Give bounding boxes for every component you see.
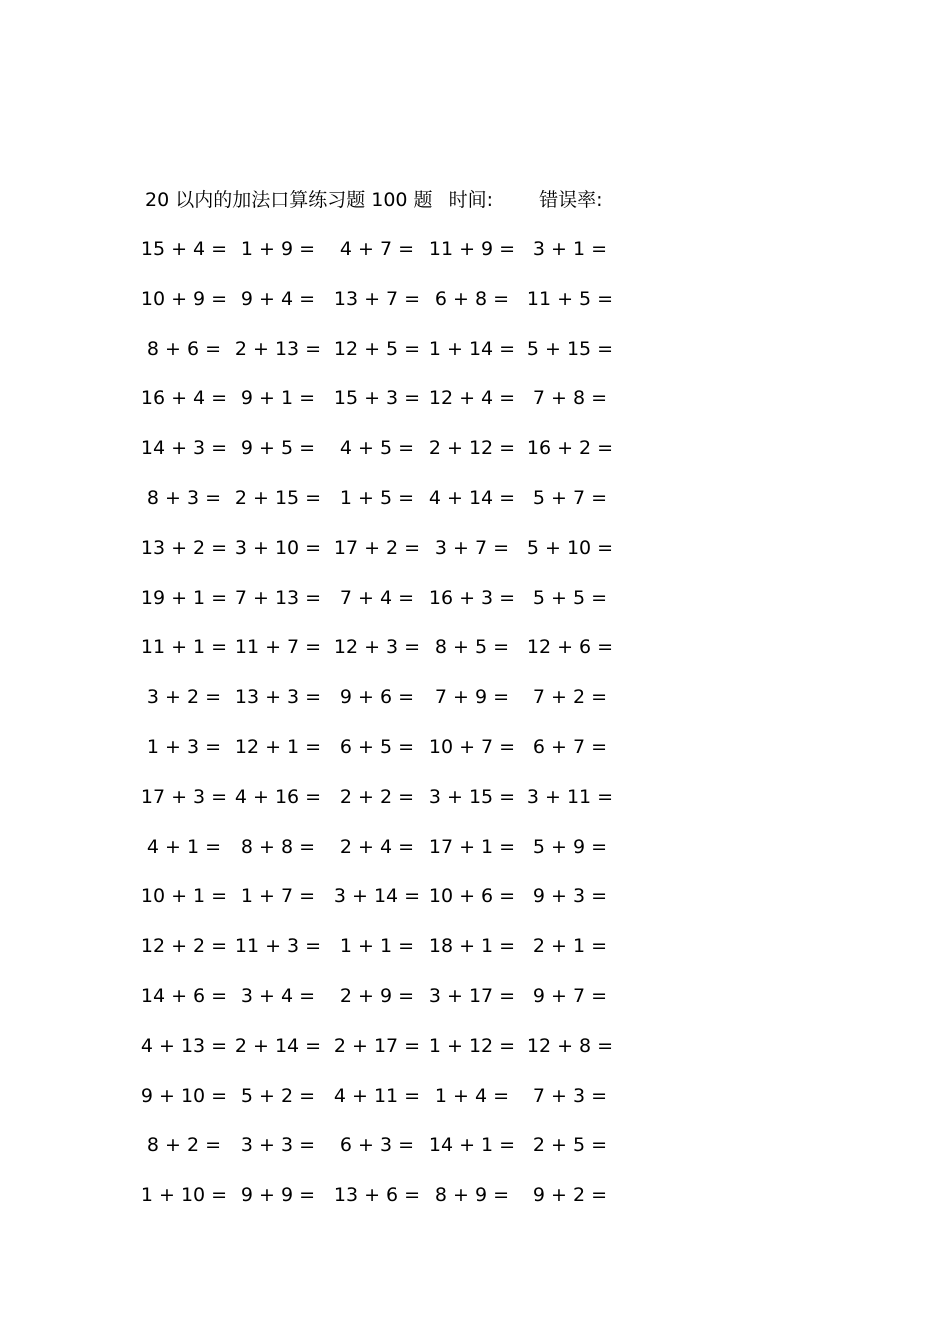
problem-item: 14 + 3 =	[140, 437, 228, 460]
problem-item: 10 + 1 =	[140, 885, 228, 908]
problem-row	[0, 882, 950, 932]
problem-row	[0, 683, 950, 733]
problem-row	[0, 1082, 950, 1132]
problem-item: 3 + 1 =	[532, 238, 608, 260]
problem-row	[0, 1032, 950, 1082]
problem-item: 5 + 5 =	[532, 586, 608, 609]
problem-item: 1 + 4 =	[434, 1084, 510, 1107]
problem-item: 16 + 4 =	[140, 387, 228, 410]
problem-item: 2 + 17 =	[333, 1034, 421, 1057]
problem-item: 11 + 1 =	[140, 636, 228, 659]
problem-item: 9 + 5 =	[240, 437, 316, 460]
problem-row	[0, 335, 950, 385]
problem-item: 13 + 2 =	[140, 536, 228, 559]
time-label: 时间:	[448, 189, 494, 211]
problem-item: 6 + 8 =	[434, 287, 510, 310]
problem-item: 5 + 7 =	[532, 486, 608, 509]
problem-item: 7 + 13 =	[234, 586, 322, 609]
problem-item: 3 + 7 =	[434, 536, 510, 559]
problem-row	[0, 1131, 950, 1181]
problem-item: 9 + 3 =	[532, 885, 608, 908]
problem-item: 12 + 1 =	[234, 735, 322, 758]
problem-item: 1 + 14 =	[428, 337, 516, 360]
problem-item: 17 + 2 =	[333, 536, 421, 559]
problem-row	[0, 783, 950, 833]
problem-item: 2 + 4 =	[339, 835, 415, 858]
problem-item: 17 + 3 =	[140, 785, 228, 808]
problem-item: 12 + 8 =	[526, 1034, 614, 1057]
problem-item: 17 + 1 =	[428, 835, 516, 858]
problem-item: 3 + 2 =	[146, 686, 222, 709]
problem-item: 1 + 3 =	[146, 735, 222, 758]
problem-item: 14 + 6 =	[140, 984, 228, 1007]
problem-item: 2 + 14 =	[234, 1034, 322, 1057]
problem-item: 1 + 5 =	[339, 486, 415, 509]
problem-item: 1 + 10 =	[140, 1184, 228, 1207]
problem-row	[0, 633, 950, 683]
problem-item: 3 + 3 =	[240, 1134, 316, 1157]
problem-row	[0, 285, 950, 335]
problem-item: 9 + 6 =	[339, 686, 415, 709]
problem-item: 2 + 13 =	[234, 337, 322, 360]
problem-item: 7 + 4 =	[339, 586, 415, 609]
problem-item: 4 + 16 =	[234, 785, 322, 808]
problem-item: 16 + 3 =	[428, 586, 516, 609]
problem-item: 3 + 17 =	[428, 984, 516, 1007]
problem-item: 12 + 4 =	[428, 387, 516, 410]
problem-item: 19 + 1 =	[140, 586, 228, 609]
problem-item: 8 + 2 =	[146, 1134, 222, 1157]
problem-item: 7 + 9 =	[434, 686, 510, 709]
problem-item: 3 + 10 =	[234, 536, 322, 559]
problem-item: 10 + 9 =	[140, 287, 228, 310]
problem-item: 15 + 4 =	[140, 238, 228, 260]
problem-item: 7 + 2 =	[532, 686, 608, 709]
problem-item: 9 + 2 =	[532, 1184, 608, 1207]
worksheet-title: 20 以内的加法口算练习题 100 题	[145, 189, 433, 211]
problem-item: 9 + 10 =	[140, 1084, 228, 1107]
problem-item: 10 + 7 =	[428, 735, 516, 758]
worksheet-header	[145, 186, 602, 214]
problem-item: 11 + 7 =	[234, 636, 322, 659]
problem-item: 1 + 12 =	[428, 1034, 516, 1057]
problem-item: 1 + 1 =	[339, 935, 415, 958]
problem-item: 13 + 6 =	[333, 1184, 421, 1207]
problem-item: 7 + 8 =	[532, 387, 608, 410]
problem-item: 3 + 4 =	[240, 984, 316, 1007]
problem-item: 2 + 5 =	[532, 1134, 608, 1157]
problem-item: 14 + 1 =	[428, 1134, 516, 1157]
problem-item: 10 + 6 =	[428, 885, 516, 908]
problem-item: 2 + 2 =	[339, 785, 415, 808]
problem-item: 8 + 5 =	[434, 636, 510, 659]
problem-row	[0, 733, 950, 783]
problem-item: 2 + 9 =	[339, 984, 415, 1007]
problem-item: 12 + 5 =	[333, 337, 421, 360]
problem-item: 13 + 7 =	[333, 287, 421, 310]
problem-row	[0, 384, 950, 434]
problem-item: 4 + 5 =	[339, 437, 415, 460]
problem-item: 8 + 9 =	[434, 1184, 510, 1207]
problem-row	[0, 434, 950, 484]
problem-item: 9 + 7 =	[532, 984, 608, 1007]
problem-row	[0, 982, 950, 1032]
problem-item: 7 + 3 =	[532, 1084, 608, 1107]
problem-item: 18 + 1 =	[428, 935, 516, 958]
problem-item: 6 + 3 =	[339, 1134, 415, 1157]
problem-item: 9 + 1 =	[240, 387, 316, 410]
problem-item: 3 + 14 =	[333, 885, 421, 908]
problem-item: 3 + 15 =	[428, 785, 516, 808]
problem-item: 8 + 8 =	[240, 835, 316, 858]
problem-item: 9 + 9 =	[240, 1184, 316, 1207]
problem-item: 5 + 9 =	[532, 835, 608, 858]
problem-item: 6 + 7 =	[532, 735, 608, 758]
problem-item: 4 + 7 =	[339, 238, 415, 260]
problem-row	[0, 1181, 950, 1231]
problem-item: 12 + 6 =	[526, 636, 614, 659]
problem-item: 4 + 13 =	[140, 1034, 228, 1057]
problem-row	[0, 833, 950, 883]
problem-item: 12 + 3 =	[333, 636, 421, 659]
problem-item: 2 + 15 =	[234, 486, 322, 509]
problem-item: 4 + 11 =	[333, 1084, 421, 1107]
problem-item: 16 + 2 =	[526, 437, 614, 460]
problem-row	[0, 932, 950, 982]
problem-item: 5 + 2 =	[240, 1084, 316, 1107]
problem-item: 1 + 9 =	[240, 238, 316, 260]
problem-item: 11 + 9 =	[428, 238, 516, 260]
problem-row	[0, 534, 950, 584]
problem-item: 11 + 5 =	[526, 287, 614, 310]
problem-item: 15 + 3 =	[333, 387, 421, 410]
error-rate-label: 错误率:	[539, 189, 603, 211]
problem-row	[0, 235, 950, 285]
problem-item: 9 + 4 =	[240, 287, 316, 310]
problem-row	[0, 484, 950, 534]
problem-item: 11 + 3 =	[234, 935, 322, 958]
problem-item: 12 + 2 =	[140, 935, 228, 958]
problem-item: 4 + 14 =	[428, 486, 516, 509]
problem-item: 2 + 1 =	[532, 935, 608, 958]
problem-item: 2 + 12 =	[428, 437, 516, 460]
problem-grid	[0, 235, 950, 1231]
problem-item: 13 + 3 =	[234, 686, 322, 709]
problem-item: 5 + 10 =	[526, 536, 614, 559]
problem-item: 8 + 3 =	[146, 486, 222, 509]
problem-item: 4 + 1 =	[146, 835, 222, 858]
problem-item: 6 + 5 =	[339, 735, 415, 758]
problem-item: 8 + 6 =	[146, 337, 222, 360]
problem-item: 1 + 7 =	[240, 885, 316, 908]
problem-item: 5 + 15 =	[526, 337, 614, 360]
problem-item: 3 + 11 =	[526, 785, 614, 808]
problem-row	[0, 584, 950, 634]
